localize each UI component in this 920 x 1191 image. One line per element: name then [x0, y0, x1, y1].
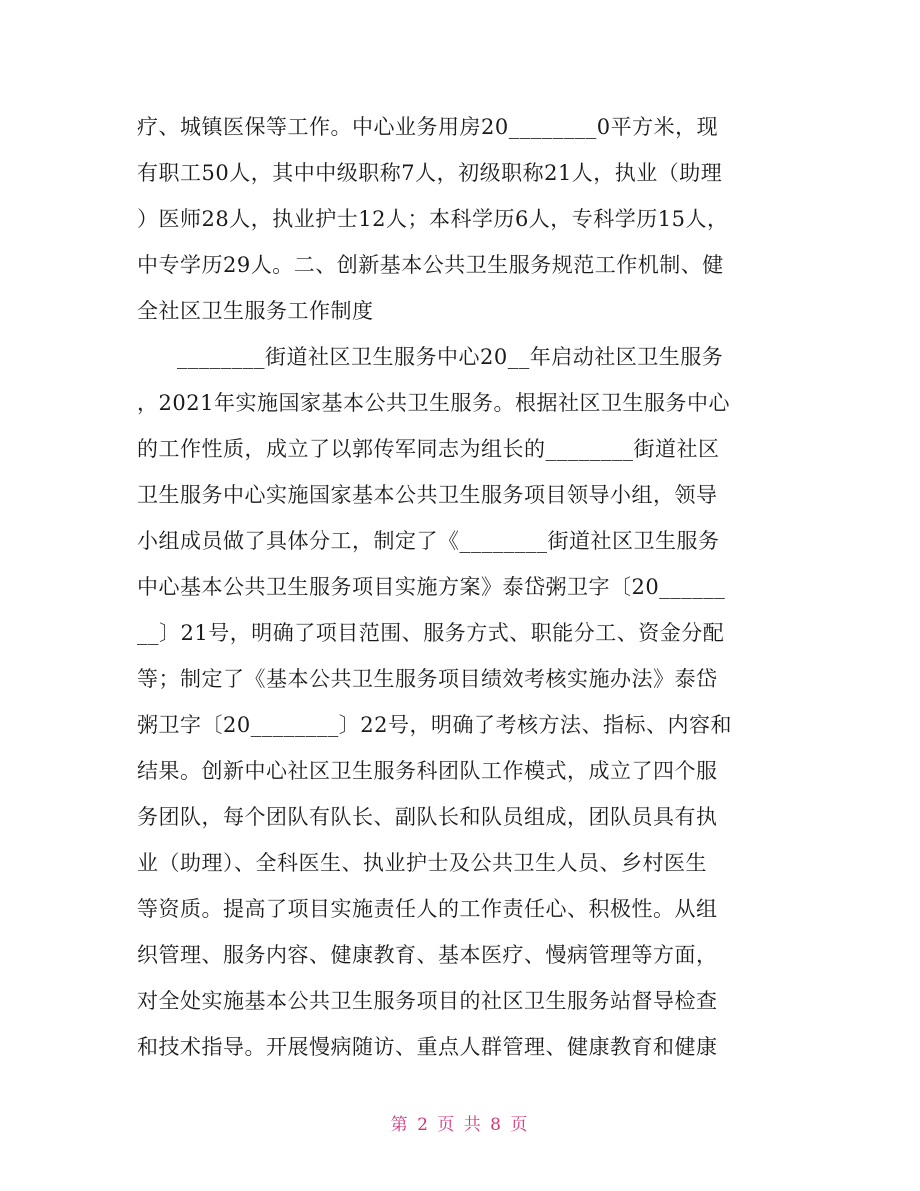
- text-line: 对全处实施基本公共卫生服务项目的社区卫生服务站督导检查: [137, 989, 718, 1013]
- text-line: 等；制定了《基本公共卫生服务项目绩效考核实施办法》泰岱: [137, 667, 718, 691]
- paragraph-first-line: ________街道社区卫生服务中心20__年启动社区卫生服务: [177, 345, 724, 369]
- text-line: 粥卫字〔20________〕22号，明确了考核方法、指标、内容和: [137, 713, 732, 737]
- text-line: 中心基本公共卫生服务项目实施方案》泰岱粥卫字〔20______: [137, 575, 726, 599]
- text-line: 全社区卫生服务工作制度: [137, 299, 374, 323]
- text-line: 疗、城镇医保等工作。中心业务用房20________0平方米，现: [137, 115, 719, 139]
- text-line: 卫生服务中心实施国家基本公共卫生服务项目领导小组，领导: [137, 483, 718, 507]
- text-line: 小组成员做了具体分工，制定了《________街道社区卫生服务: [137, 529, 720, 553]
- text-line: 业（助理）、全科医生、执业护士及公共卫生人员、乡村医生: [137, 851, 707, 875]
- text-line: 织管理、服务内容、健康教育、基本医疗、慢病管理等方面，: [137, 943, 718, 967]
- text-line: 的工作性质，成立了以郭传军同志为组长的________街道社区: [137, 437, 720, 461]
- text-line: 有职工50人，其中中级职称7人，初级职称21人，执业（助理: [137, 161, 723, 185]
- text-line: ，2021年实施国家基本公共卫生服务。根据社区卫生服务中心: [137, 391, 730, 415]
- text-line: 等资质。提高了项目实施责任人的工作责任心、积极性。从组: [137, 897, 718, 921]
- text-line: 结果。创新中心社区卫生服务科团队工作模式，成立了四个服: [137, 759, 718, 783]
- page-number-footer: 第 2 页 共 8 页: [390, 1115, 530, 1135]
- text-line: 和技术指导。开展慢病随访、重点人群管理、健康教育和健康: [137, 1035, 718, 1059]
- text-line: 务团队，每个团队有队长、副队长和队员组成，团队员具有执: [137, 805, 718, 829]
- text-line: 中专学历29人。二、创新基本公共卫生服务规范工作机制、健: [137, 253, 724, 277]
- text-line: ）医师28人，执业护士12人；本科学历6人，专科学历15人，: [137, 207, 729, 231]
- text-line: __〕21号，明确了项目范围、服务方式、职能分工、资金分配: [137, 621, 725, 645]
